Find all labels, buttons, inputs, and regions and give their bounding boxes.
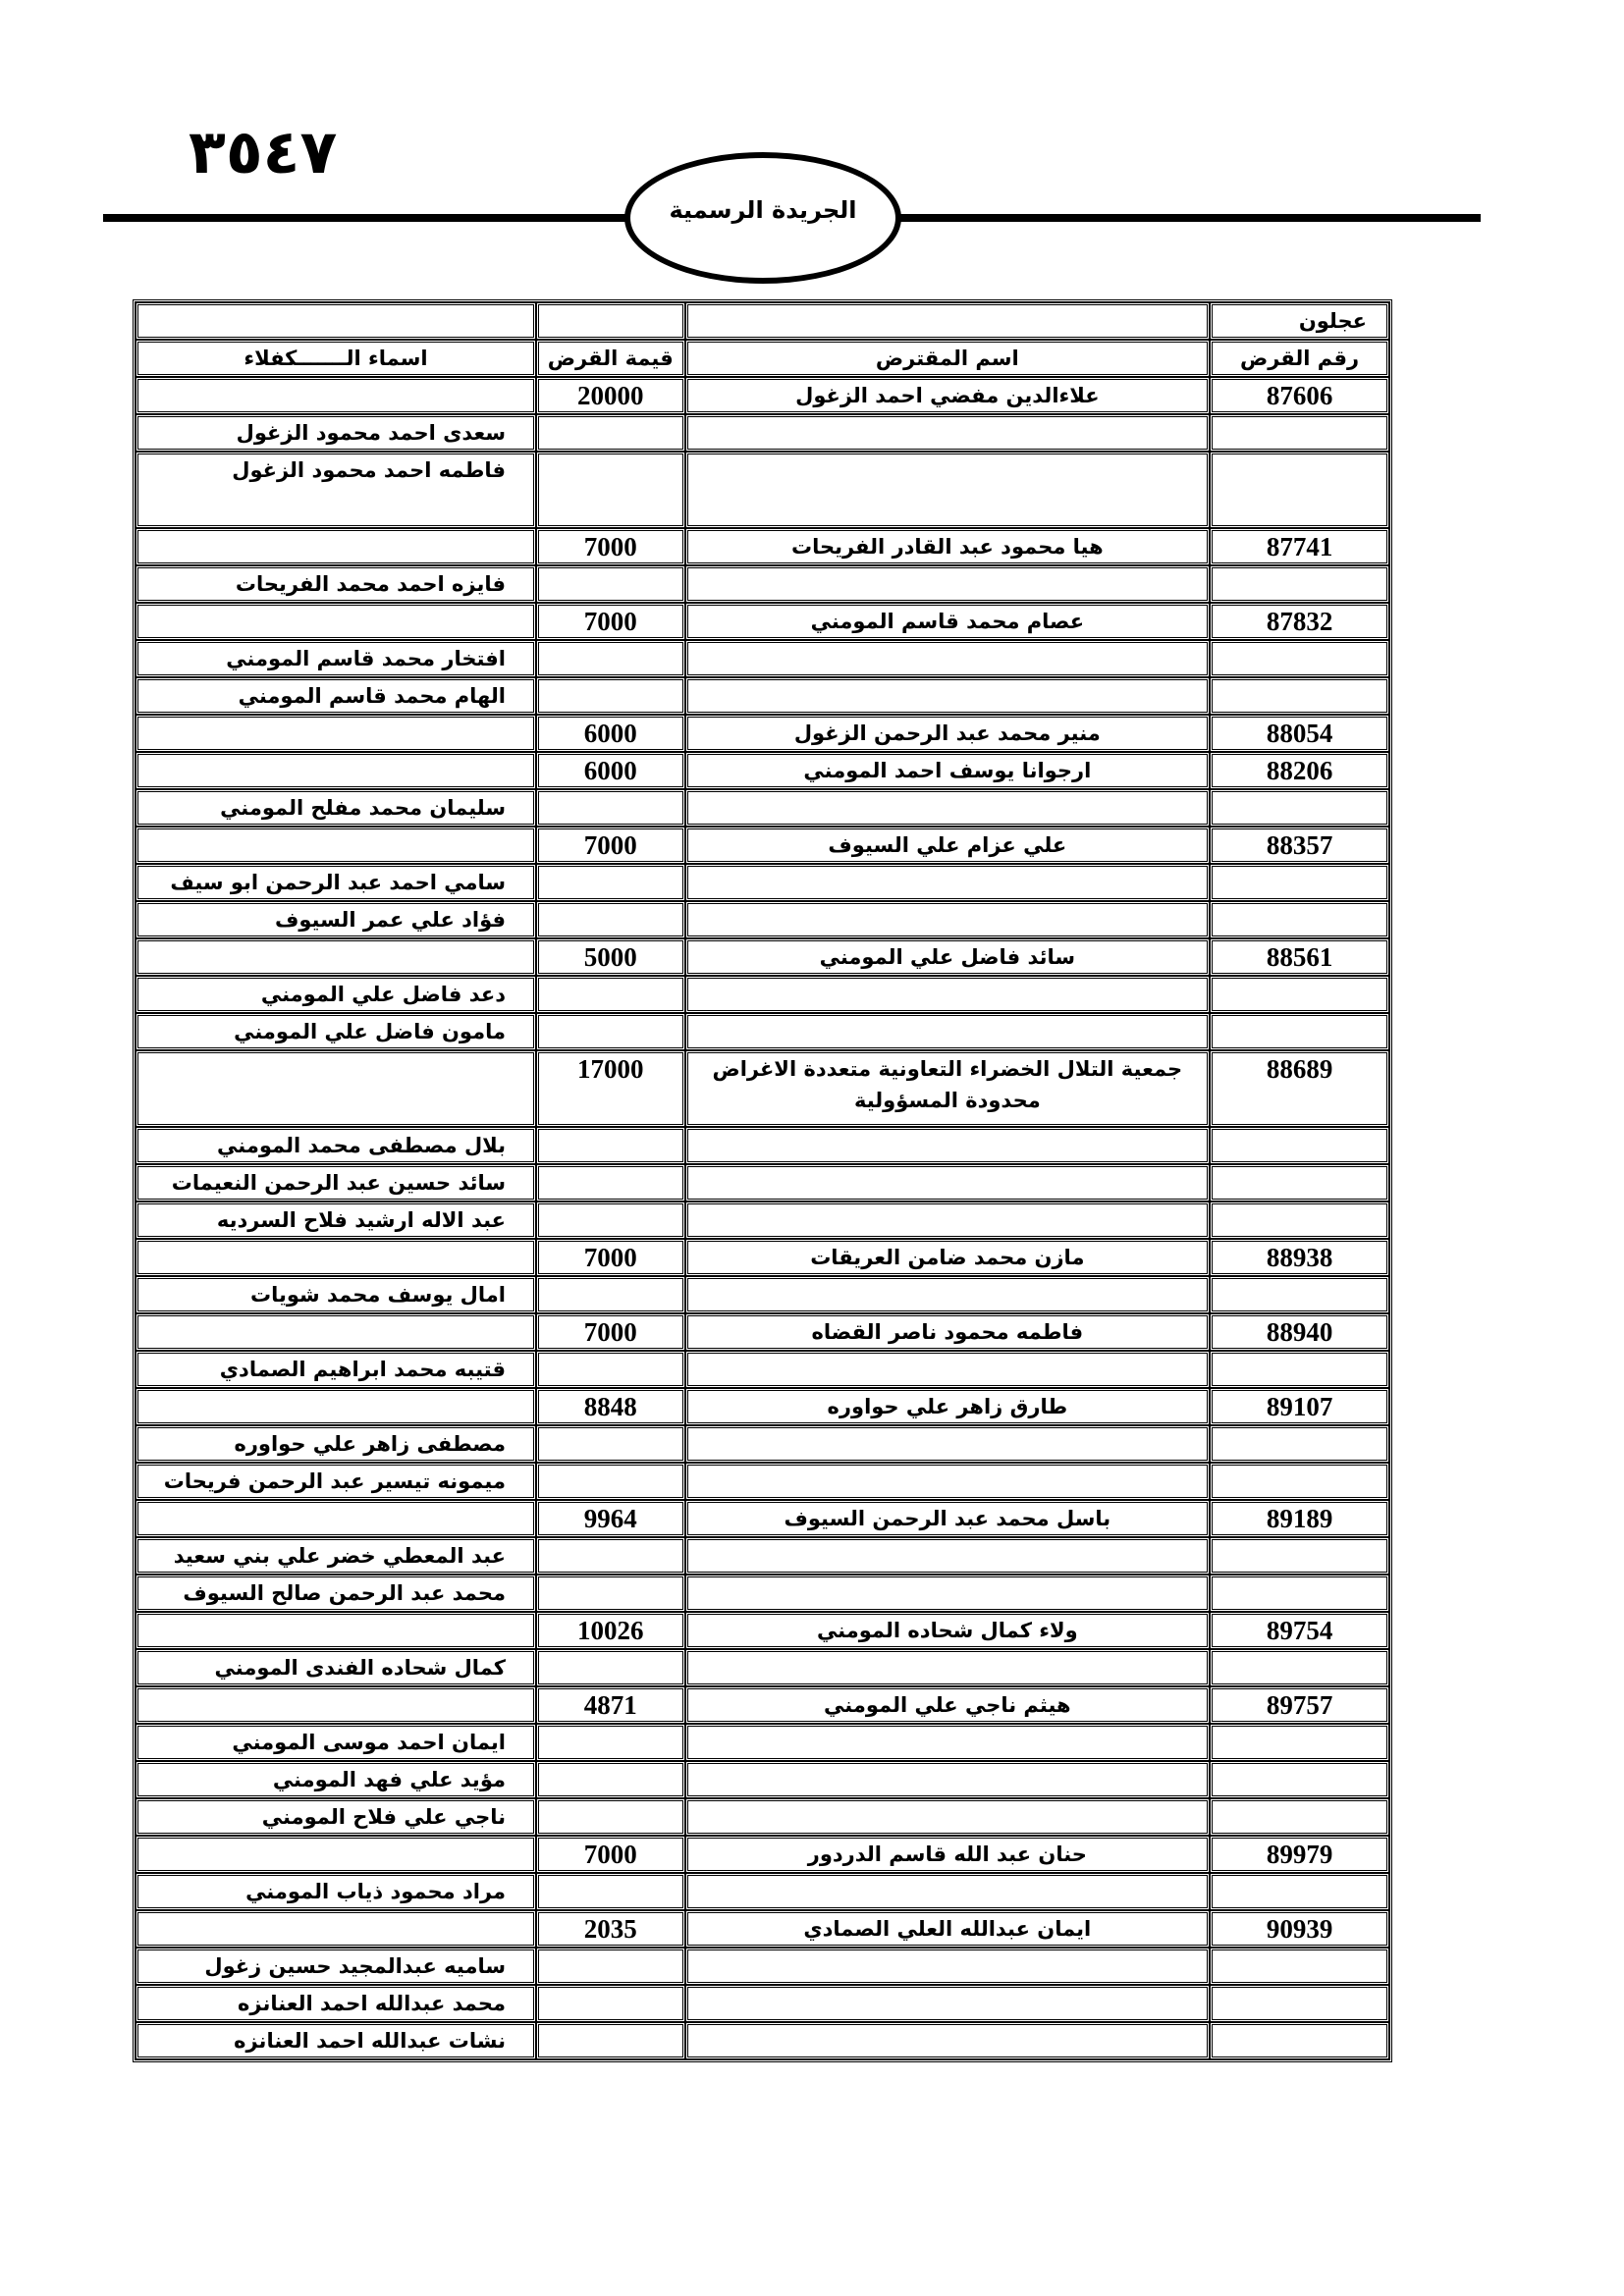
loan-amount [536, 1537, 685, 1575]
loan-row [135, 1239, 1389, 1276]
loan-row [135, 752, 1389, 789]
guarantor-name [135, 1910, 536, 1948]
loan-number [1210, 1276, 1389, 1313]
loan-amount [536, 901, 685, 938]
guarantor-name [135, 377, 536, 414]
loan-number [1210, 1948, 1389, 1985]
loan-number [1210, 1761, 1389, 1798]
guarantor-name [135, 938, 536, 976]
loan-row [135, 1388, 1389, 1425]
loan-number: 89979 [1210, 1836, 1389, 1873]
guarantor-name: مراد محمود ذياب المومني [135, 1873, 536, 1910]
borrower-name [685, 1724, 1211, 1761]
loan-number: 89107 [1210, 1388, 1389, 1425]
loan-amount [536, 565, 685, 603]
loan-row [135, 1836, 1389, 1873]
loan-amount [536, 1873, 685, 1910]
guarantor-row [135, 901, 1389, 938]
borrower-name: باسل محمد عبد الرحمن السيوف [685, 1500, 1211, 1537]
guarantor-name: عبد الاله ارشيد فلاح السرديه [135, 1201, 536, 1239]
borrower-name [685, 1985, 1211, 2022]
loan-number [1210, 901, 1389, 938]
borrower-name [685, 789, 1211, 827]
borrower-name [685, 414, 1211, 452]
guarantor-row [135, 565, 1389, 603]
guarantor-row [135, 452, 1389, 528]
guarantor-row [135, 1425, 1389, 1463]
guarantor-row [135, 2022, 1389, 2059]
loan-amount [536, 1013, 685, 1050]
borrower-name: علاءالدين مفضي احمد الزغول [685, 377, 1211, 414]
guarantor-row [135, 1985, 1389, 2022]
guarantor-row [135, 1201, 1389, 1239]
borrower-name [685, 1761, 1211, 1798]
borrower-name [685, 1164, 1211, 1201]
loan-amount: 7000 [536, 1313, 685, 1351]
loan-number [1210, 1873, 1389, 1910]
loan-amount [536, 789, 685, 827]
guarantor-name [135, 1836, 536, 1873]
loan-number [1210, 789, 1389, 827]
loan-amount: 7000 [536, 528, 685, 565]
loan-amount: 6000 [536, 715, 685, 752]
loan-amount [536, 1127, 685, 1164]
loan-amount: 9964 [536, 1500, 685, 1537]
borrower-name [685, 1537, 1211, 1575]
borrower-name: هيثم ناجي علي المومني [685, 1686, 1211, 1724]
guarantor-name [135, 1500, 536, 1537]
guarantor-name: مصطفى زاهر علي حواوره [135, 1425, 536, 1463]
loan-amount [536, 1649, 685, 1686]
guarantor-row [135, 1761, 1389, 1798]
loan-number: 88054 [1210, 715, 1389, 752]
borrower-name [685, 864, 1211, 901]
guarantor-row [135, 1127, 1389, 1164]
loan-amount [536, 1425, 685, 1463]
loan-number: 89189 [1210, 1500, 1389, 1537]
loan-number: 88561 [1210, 938, 1389, 976]
loan-amount: 7000 [536, 1239, 685, 1276]
borrower-name [685, 677, 1211, 715]
borrower-name [685, 901, 1211, 938]
guarantor-row [135, 1649, 1389, 1686]
loan-row [135, 528, 1389, 565]
loan-amount [536, 1463, 685, 1500]
borrower-name [685, 1201, 1211, 1239]
loan-number: 87606 [1210, 377, 1389, 414]
borrower-name [685, 2022, 1211, 2059]
borrower-name: طارق زاهر علي حواوره [685, 1388, 1211, 1425]
guarantor-name: محمد عبدالله احمد العنانزه [135, 1985, 536, 2022]
loan-row [135, 1313, 1389, 1351]
guarantor-row [135, 1724, 1389, 1761]
guarantor-name [135, 1612, 536, 1649]
guarantor-name [135, 1388, 536, 1425]
borrower-name [685, 452, 1211, 528]
loan-number: 89757 [1210, 1686, 1389, 1724]
borrower-name [685, 976, 1211, 1013]
loan-row [135, 938, 1389, 976]
borrower-name: فاطمه محمود ناصر القضاه [685, 1313, 1211, 1351]
borrower-name: عصام محمد قاسم المومني [685, 603, 1211, 640]
guarantor-name [135, 1239, 536, 1276]
guarantor-name: ناجي علي فلاح المومني [135, 1798, 536, 1836]
borrower-name [685, 1948, 1211, 1985]
loan-number [1210, 2022, 1389, 2059]
guarantor-name: مؤيد علي فهد المومني [135, 1761, 536, 1798]
loan-amount: 4871 [536, 1686, 685, 1724]
loan-amount: 6000 [536, 752, 685, 789]
loan-number: 88938 [1210, 1239, 1389, 1276]
loan-number [1210, 1201, 1389, 1239]
guarantor-name: سامي احمد عبد الرحمن ابو سيف [135, 864, 536, 901]
loan-row [135, 1050, 1389, 1127]
loan-amount: 7000 [536, 1836, 685, 1873]
loan-number [1210, 1463, 1389, 1500]
page-number: ٣٥٤٧ [189, 116, 338, 187]
guarantor-name: كمال شحاده الفندى المومني [135, 1649, 536, 1686]
guarantor-row [135, 677, 1389, 715]
guarantor-name [135, 528, 536, 565]
guarantor-name: فاطمه احمد محمود الزغول [135, 452, 536, 528]
loan-number [1210, 414, 1389, 452]
borrower-name [685, 1463, 1211, 1500]
guarantor-name: ساميه عبدالمجيد حسين زغول [135, 1948, 536, 1985]
loan-number [1210, 1537, 1389, 1575]
loan-row [135, 377, 1389, 414]
loan-number [1210, 1013, 1389, 1050]
borrower-name: هيا محمود عبد القادر الفريحات [685, 528, 1211, 565]
loan-row [135, 1500, 1389, 1537]
guarantor-name: افتخار محمد قاسم المومني [135, 640, 536, 677]
loan-number [1210, 1798, 1389, 1836]
guarantor-row [135, 414, 1389, 452]
guarantor-row [135, 1276, 1389, 1313]
guarantor-row [135, 1164, 1389, 1201]
loan-number [1210, 677, 1389, 715]
loan-amount [536, 1575, 685, 1612]
loan-amount: 17000 [536, 1050, 685, 1127]
loan-amount [536, 864, 685, 901]
borrower-name [685, 1351, 1211, 1388]
loan-number [1210, 976, 1389, 1013]
guarantor-name: نشات عبدالله احمد العنانزه [135, 2022, 536, 2059]
loan-row [135, 1910, 1389, 1948]
loan-amount [536, 1201, 685, 1239]
borrower-name: ايمان عبدالله العلي الصمادي [685, 1910, 1211, 1948]
borrower-name [685, 565, 1211, 603]
header-borrower: اسم المقترض [685, 340, 1211, 377]
loan-amount [536, 1761, 685, 1798]
borrower-name: حنان عبد الله قاسم الدردور [685, 1836, 1211, 1873]
borrower-name: سائد فاضل علي المومني [685, 938, 1211, 976]
guarantor-name: قتيبه محمد ابراهيم الصمادي [135, 1351, 536, 1388]
borrower-name [685, 1798, 1211, 1836]
borrower-name: علي عزام علي السيوف [685, 827, 1211, 864]
loan-number [1210, 1127, 1389, 1164]
guarantor-name [135, 1050, 536, 1127]
guarantor-name: ايمان احمد موسى المومني [135, 1724, 536, 1761]
loan-amount [536, 452, 685, 528]
guarantor-name [135, 1686, 536, 1724]
borrower-name: ولاء كمال شحاده المومني [685, 1612, 1211, 1649]
guarantor-name: فؤاد علي عمر السيوف [135, 901, 536, 938]
loan-row [135, 827, 1389, 864]
gazette-title: الجريدة الرسمية [669, 196, 857, 224]
borrower-name [685, 1873, 1211, 1910]
loan-amount [536, 1985, 685, 2022]
guarantor-name: سائد حسين عبد الرحمن النعيمات [135, 1164, 536, 1201]
loan-number [1210, 565, 1389, 603]
borrower-name [685, 1649, 1211, 1686]
loan-amount [536, 1948, 685, 1985]
loan-amount: 10026 [536, 1612, 685, 1649]
loan-amount [536, 1164, 685, 1201]
borrower-name [685, 1575, 1211, 1612]
guarantor-name [135, 752, 536, 789]
loan-row [135, 715, 1389, 752]
guarantor-row [135, 1873, 1389, 1910]
loan-number: 90939 [1210, 1910, 1389, 1948]
header-guarantors: اسماء الـــــــكفلاء [135, 340, 536, 377]
guarantor-name [135, 603, 536, 640]
guarantor-row [135, 1948, 1389, 1985]
guarantor-row [135, 789, 1389, 827]
loan-number [1210, 1425, 1389, 1463]
loan-number: 88206 [1210, 752, 1389, 789]
borrower-name [685, 1013, 1211, 1050]
borrower-name: جمعية التلال الخضراء التعاونية متعددة الاغراض محدودة المسؤولية [685, 1050, 1211, 1127]
borrower-name [685, 640, 1211, 677]
borrower-name [685, 1425, 1211, 1463]
guarantor-name: بلال مصطفى محمد المومني [135, 1127, 536, 1164]
loan-number: 88689 [1210, 1050, 1389, 1127]
guarantor-name [135, 827, 536, 864]
loan-amount [536, 1351, 685, 1388]
loan-number [1210, 1649, 1389, 1686]
region-label: عجلون [1210, 302, 1389, 340]
loan-number: 88940 [1210, 1313, 1389, 1351]
borrower-name: مازن محمد ضامن العريقات [685, 1239, 1211, 1276]
loan-number: 87741 [1210, 528, 1389, 565]
guarantor-name: مامون فاضل علي المومني [135, 1013, 536, 1050]
loan-amount [536, 976, 685, 1013]
borrower-name [685, 1127, 1211, 1164]
loan-row [135, 1686, 1389, 1724]
guarantor-name: محمد عبد الرحمن صالح السيوف [135, 1575, 536, 1612]
loans-table [133, 299, 1392, 2062]
guarantor-name [135, 1313, 536, 1351]
borrower-name: منير محمد عبد الرحمن الزغول [685, 715, 1211, 752]
loan-number [1210, 452, 1389, 528]
guarantor-row [135, 976, 1389, 1013]
guarantor-row [135, 1351, 1389, 1388]
loan-amount [536, 414, 685, 452]
guarantor-row [135, 1575, 1389, 1612]
loan-amount: 7000 [536, 603, 685, 640]
loan-row [135, 1612, 1389, 1649]
guarantor-name: سليمان محمد مفلح المومني [135, 789, 536, 827]
guarantor-name: دعد فاضل علي المومني [135, 976, 536, 1013]
loan-number [1210, 864, 1389, 901]
guarantor-name: الهام محمد قاسم المومني [135, 677, 536, 715]
header-loan-number: رقم القرض [1210, 340, 1389, 377]
loan-amount [536, 640, 685, 677]
loan-number [1210, 1724, 1389, 1761]
loan-number [1210, 1985, 1389, 2022]
region-row [135, 302, 1389, 340]
loan-amount: 5000 [536, 938, 685, 976]
loan-number [1210, 1351, 1389, 1388]
guarantor-name: امال يوسف محمد شويات [135, 1276, 536, 1313]
borrower-name: ارجوانا يوسف احمد المومني [685, 752, 1211, 789]
loan-number [1210, 1575, 1389, 1612]
loan-number [1210, 1164, 1389, 1201]
loan-amount: 2035 [536, 1910, 685, 1948]
loan-row [135, 603, 1389, 640]
guarantor-row [135, 1798, 1389, 1836]
guarantor-row [135, 1013, 1389, 1050]
guarantor-name: فايزه احمد محمد الفريحات [135, 565, 536, 603]
guarantor-row [135, 1463, 1389, 1500]
column-header-row [135, 340, 1389, 377]
loan-amount [536, 2022, 685, 2059]
loan-number [1210, 640, 1389, 677]
guarantor-name: سعدى احمد محمود الزغول [135, 414, 536, 452]
guarantor-name: ميمونه تيسير عبد الرحمن فريحات [135, 1463, 536, 1500]
guarantor-row [135, 864, 1389, 901]
loan-number: 88357 [1210, 827, 1389, 864]
guarantor-row [135, 1537, 1389, 1575]
loan-amount [536, 1798, 685, 1836]
guarantor-name: عبد المعطي خضر علي بني سعيد [135, 1537, 536, 1575]
loan-amount: 20000 [536, 377, 685, 414]
loan-amount: 7000 [536, 827, 685, 864]
gazette-title-oval [624, 152, 901, 284]
loan-amount [536, 1276, 685, 1313]
loan-number: 89754 [1210, 1612, 1389, 1649]
loan-amount: 8848 [536, 1388, 685, 1425]
guarantor-name [135, 715, 536, 752]
guarantor-row [135, 640, 1389, 677]
loan-amount [536, 677, 685, 715]
loan-amount [536, 1724, 685, 1761]
loan-number: 87832 [1210, 603, 1389, 640]
header-amount: قيمة القرض [536, 340, 685, 377]
borrower-name [685, 1276, 1211, 1313]
